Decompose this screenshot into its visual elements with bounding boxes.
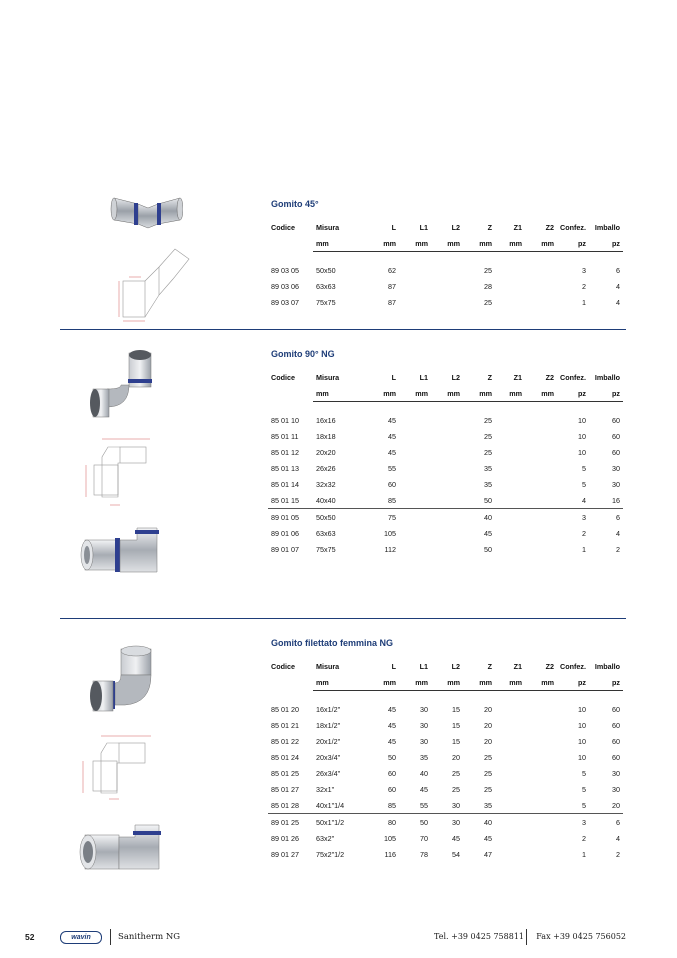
table-cell — [525, 701, 557, 717]
wavin-logo — [60, 931, 102, 944]
table-cell: 40 — [463, 509, 495, 526]
table-cell: 28 — [484, 281, 492, 291]
table-cell — [495, 733, 525, 749]
spec-table — [268, 658, 623, 862]
table-cell: 45 — [388, 447, 396, 457]
table-cell: 55 — [388, 463, 396, 473]
section-divider — [60, 329, 626, 330]
table-cell: 20 — [452, 752, 460, 762]
table-cell: 32x1" — [316, 784, 335, 794]
table-cell: 2 — [582, 528, 586, 538]
table-cell — [525, 733, 557, 749]
table-cell: 25 — [484, 431, 492, 441]
table-cell: 3 — [557, 509, 589, 526]
table-row — [268, 525, 623, 541]
table-cell: 2 — [582, 281, 586, 291]
table-cell: 50x50 — [316, 265, 336, 275]
table-cell: 6 — [589, 814, 623, 831]
table-cell: 62 — [388, 265, 396, 275]
table-header-row: Codice Misura L L1 L2 Z Z1 Z2 Confez. Imballo — [271, 372, 620, 382]
table-cell: 45 — [388, 431, 396, 441]
table-cell: 50x1"1/2 — [313, 814, 357, 831]
table-cell: 30 — [612, 784, 620, 794]
table-cell: 75 — [357, 509, 399, 526]
table-row — [268, 278, 623, 294]
table-cell: 2 — [582, 833, 586, 843]
table-cell — [431, 525, 463, 541]
table-cell: 85 01 14 — [271, 479, 299, 489]
table-header-row: Codice Misura L L1 L2 Z Z1 Z2 Confez. Imballo — [271, 222, 620, 232]
table-cell — [525, 846, 557, 862]
table-cell: 60 — [612, 736, 620, 746]
table-cell: 85 01 10 — [271, 415, 299, 425]
table-cell: 26x3/4" — [316, 768, 341, 778]
table-cell: 20 — [484, 736, 492, 746]
table-cell: 25 — [484, 265, 492, 275]
table-cell: 45 — [484, 528, 492, 538]
table-row — [268, 428, 623, 444]
table-cell: 60 — [388, 784, 396, 794]
table-cell: 35 — [484, 800, 492, 810]
table-cell — [399, 492, 431, 509]
table-cell: 10 — [578, 704, 586, 714]
table-cell: 10 — [578, 736, 586, 746]
table-cell: 20 — [484, 720, 492, 730]
table-cell: 25 — [452, 784, 460, 794]
table-cell: 2 — [616, 544, 620, 554]
table-cell: 85 01 27 — [271, 784, 299, 794]
table-cell: 63x2" — [316, 833, 335, 843]
table-cell: 15 — [452, 704, 460, 714]
table-cell: 60 — [388, 768, 396, 778]
table-cell — [495, 460, 525, 476]
table-cell: 60 — [612, 415, 620, 425]
table-cell: 50x50 — [313, 509, 357, 526]
table-cell — [525, 278, 557, 294]
product-photo-elbow-90 — [85, 345, 165, 425]
table-cell — [495, 781, 525, 797]
table-cell: 10 — [578, 447, 586, 457]
table-cell: 1 — [582, 297, 586, 307]
table-cell: 40x40 — [316, 495, 336, 505]
table-cell — [495, 278, 525, 294]
technical-drawing-elbow-90 — [80, 435, 160, 510]
page-number: 52 — [25, 932, 35, 942]
footer-divider — [110, 929, 111, 945]
table-cell: 25 — [484, 768, 492, 778]
table-cell — [495, 749, 525, 765]
table-cell: 1 — [582, 849, 586, 859]
table-cell: 30 — [612, 463, 620, 473]
table-cell: 45 — [420, 784, 428, 794]
table-cell: 45 — [452, 833, 460, 843]
table-cell: 85 — [388, 800, 396, 810]
table-header-row: Codice Misura L L1 L2 Z Z1 Z2 Confez. Imballo — [271, 661, 620, 671]
product-photo-elbow-90-large — [75, 520, 170, 585]
table-cell: 40 — [420, 768, 428, 778]
table-cell — [495, 701, 525, 717]
table-cell: 75x75 — [316, 544, 336, 554]
table-cell — [525, 814, 557, 831]
table-cell: 25 — [484, 752, 492, 762]
table-cell: 50 — [484, 544, 492, 554]
spec-table — [268, 369, 623, 557]
table-cell: 5 — [582, 479, 586, 489]
table-cell: 89 01 07 — [271, 544, 299, 554]
table-cell — [495, 846, 525, 862]
section-title: Gomito 90° NG — [271, 349, 335, 359]
table-cell: 78 — [420, 849, 428, 859]
table-cell: 30 — [431, 814, 463, 831]
table-cell — [495, 830, 525, 846]
table-cell: 60 — [612, 431, 620, 441]
table-cell: 85 01 11 — [271, 431, 299, 441]
product-photo-elbow-45 — [108, 190, 183, 230]
table-cell: 16x1/2" — [316, 704, 341, 714]
table-cell: 50 — [399, 814, 431, 831]
table-row — [268, 846, 623, 862]
table-cell — [431, 294, 463, 310]
table-cell: 26x26 — [316, 463, 336, 473]
table-cell: 40x1"1/4 — [316, 800, 345, 810]
table-cell: 4 — [616, 833, 620, 843]
table-cell: 85 01 22 — [271, 736, 299, 746]
table-cell: 70 — [420, 833, 428, 843]
table-cell: 55 — [420, 800, 428, 810]
table-units-row: mm mm mm mm mm mm mm pz pz — [268, 674, 623, 691]
table-cell: 20x20 — [316, 447, 336, 457]
table-cell: 60 — [612, 720, 620, 730]
table-cell: 85 01 24 — [271, 752, 299, 762]
table-cell: 4 — [616, 281, 620, 291]
table-cell: 45 — [388, 720, 396, 730]
table-cell: 50 — [484, 495, 492, 505]
table-cell: 85 01 28 — [271, 800, 299, 810]
table-cell: 30 — [420, 704, 428, 714]
table-row — [268, 476, 623, 492]
table-cell: 50 — [388, 752, 396, 762]
table-cell — [495, 797, 525, 814]
table-cell: 15 — [452, 736, 460, 746]
spec-table — [268, 219, 623, 310]
table-cell — [399, 278, 431, 294]
table-cell — [399, 509, 431, 526]
brand-name: Sanitherm NG — [118, 932, 181, 942]
table-cell: 45 — [388, 704, 396, 714]
table-cell: 18x1/2" — [316, 720, 341, 730]
table-cell: 5 — [582, 768, 586, 778]
footer-divider — [526, 929, 527, 945]
table-row — [268, 717, 623, 733]
table-cell — [525, 830, 557, 846]
table-cell: 20 — [484, 704, 492, 714]
table-cell: 89 01 06 — [271, 528, 299, 538]
table-cell — [525, 525, 557, 541]
table-cell: 89 03 05 — [271, 265, 299, 275]
table-row — [268, 749, 623, 765]
table-cell — [495, 765, 525, 781]
table-cell — [525, 428, 557, 444]
table-cell: 25 — [484, 784, 492, 794]
section-title: Gomito 45° — [271, 199, 319, 209]
table-cell — [431, 492, 463, 509]
table-cell — [525, 262, 557, 278]
table-cell: 35 — [420, 752, 428, 762]
table-cell — [495, 814, 525, 831]
table-cell — [399, 294, 431, 310]
table-row — [268, 781, 623, 797]
table-cell: 85 01 15 — [271, 495, 299, 505]
table-cell: 4 — [616, 297, 620, 307]
table-cell: 89 03 06 — [271, 281, 299, 291]
table-cell: 105 — [384, 833, 396, 843]
page-footer — [0, 930, 677, 946]
table-cell — [525, 412, 557, 428]
table-cell: 4 — [582, 495, 586, 505]
table-cell — [525, 460, 557, 476]
table-row — [268, 509, 623, 526]
table-cell — [495, 541, 525, 557]
table-cell: 89 01 05 — [268, 509, 313, 526]
table-cell: 45 — [388, 415, 396, 425]
table-row — [268, 262, 623, 278]
table-cell — [431, 541, 463, 557]
table-cell: 5 — [582, 800, 586, 810]
table-cell — [495, 444, 525, 460]
table-cell: 89 01 25 — [268, 814, 313, 831]
table-row — [268, 444, 623, 460]
table-units-row: mm mm mm mm mm mm mm pz pz — [268, 385, 623, 402]
table-cell: 16x16 — [316, 415, 336, 425]
table-cell: 30 — [612, 479, 620, 489]
table-cell: 6 — [589, 509, 623, 526]
table-cell — [525, 444, 557, 460]
table-cell — [431, 460, 463, 476]
table-cell — [525, 797, 557, 814]
table-cell: 85 01 13 — [271, 463, 299, 473]
table-cell: 30 — [612, 768, 620, 778]
table-cell — [525, 717, 557, 733]
table-cell — [525, 765, 557, 781]
table-cell: 25 — [484, 297, 492, 307]
table-cell: 60 — [612, 704, 620, 714]
table-cell: 10 — [578, 720, 586, 730]
table-cell: 89 01 26 — [271, 833, 299, 843]
table-cell — [431, 509, 463, 526]
table-cell: 75x75 — [316, 297, 336, 307]
table-cell: 116 — [384, 849, 396, 859]
table-cell: 87 — [388, 281, 396, 291]
table-cell: 20 — [612, 800, 620, 810]
table-cell: 16 — [612, 495, 620, 505]
table-row — [268, 294, 623, 310]
table-cell: 45 — [388, 736, 396, 746]
table-cell — [431, 262, 463, 278]
table-cell: 1 — [582, 544, 586, 554]
table-cell — [495, 428, 525, 444]
table-cell — [495, 509, 525, 526]
table-cell: 45 — [484, 833, 492, 843]
section-divider — [60, 618, 626, 619]
table-cell — [525, 294, 557, 310]
section-title: Gomito filettato femmina NG — [271, 638, 394, 648]
table-row — [268, 765, 623, 781]
table-cell — [431, 428, 463, 444]
table-cell: 20x1/2" — [316, 736, 341, 746]
table-row — [268, 541, 623, 557]
table-cell: 85 01 21 — [271, 720, 299, 730]
table-cell: 60 — [612, 447, 620, 457]
table-cell — [525, 749, 557, 765]
table-cell: 3 — [582, 265, 586, 275]
table-cell: 60 — [388, 479, 396, 489]
table-cell: 2 — [616, 849, 620, 859]
table-cell — [495, 525, 525, 541]
table-cell: 15 — [452, 720, 460, 730]
table-cell: 105 — [384, 528, 396, 538]
table-cell: 63x63 — [316, 281, 336, 291]
product-photo-threaded-elbow-large — [75, 815, 170, 885]
table-cell — [495, 476, 525, 492]
table-cell: 80 — [357, 814, 399, 831]
table-cell — [431, 278, 463, 294]
table-cell: 85 — [388, 495, 396, 505]
table-cell — [431, 476, 463, 492]
table-units-row: mm mm mm mm mm mm mm pz pz — [268, 235, 623, 252]
table-row — [268, 460, 623, 476]
table-cell — [399, 476, 431, 492]
table-cell: 3 — [557, 814, 589, 831]
table-cell: 10 — [578, 752, 586, 762]
table-cell: 85 01 25 — [271, 768, 299, 778]
table-cell: 10 — [578, 415, 586, 425]
table-cell — [495, 294, 525, 310]
table-cell — [399, 262, 431, 278]
table-cell — [525, 781, 557, 797]
table-cell: 30 — [420, 736, 428, 746]
table-row — [268, 412, 623, 428]
table-cell: 63x63 — [316, 528, 336, 538]
table-cell: 40 — [463, 814, 495, 831]
table-cell: 20x3/4" — [316, 752, 341, 762]
logo-text: wavin — [71, 934, 91, 941]
table-cell: 85 01 20 — [271, 704, 299, 714]
table-cell: 5 — [582, 784, 586, 794]
table-cell: 54 — [452, 849, 460, 859]
table-cell: 25 — [484, 415, 492, 425]
table-cell: 75x2"1/2 — [316, 849, 345, 859]
table-cell: 30 — [420, 720, 428, 730]
table-cell — [431, 412, 463, 428]
table-row — [268, 701, 623, 717]
technical-drawing-threaded-elbow — [75, 733, 160, 805]
telephone: Tel. +39 0425 758811 — [434, 932, 524, 941]
table-row — [268, 797, 623, 814]
table-cell: 6 — [616, 265, 620, 275]
table-cell — [399, 444, 431, 460]
table-cell: 18x18 — [316, 431, 336, 441]
table-cell — [399, 428, 431, 444]
table-cell: 85 01 12 — [271, 447, 299, 457]
table-cell: 60 — [612, 752, 620, 762]
technical-drawing-elbow-45 — [115, 245, 195, 325]
table-cell — [431, 444, 463, 460]
table-cell — [399, 541, 431, 557]
table-cell: 112 — [384, 544, 396, 554]
table-cell: 10 — [578, 431, 586, 441]
table-cell — [495, 492, 525, 509]
table-row — [268, 733, 623, 749]
table-cell: 89 03 07 — [271, 297, 299, 307]
table-cell — [525, 492, 557, 509]
table-row — [268, 814, 623, 831]
product-photo-threaded-elbow — [85, 643, 165, 723]
table-cell: 89 01 27 — [271, 849, 299, 859]
table-cell — [525, 509, 557, 526]
table-cell: 87 — [388, 297, 396, 307]
table-cell — [525, 476, 557, 492]
table-cell: 4 — [616, 528, 620, 538]
table-cell: 5 — [582, 463, 586, 473]
table-cell: 25 — [452, 768, 460, 778]
fax: Fax +39 0425 756052 — [536, 932, 626, 941]
table-row — [268, 492, 623, 509]
table-cell: 35 — [484, 463, 492, 473]
table-cell — [495, 262, 525, 278]
table-cell — [525, 541, 557, 557]
table-cell: 25 — [484, 447, 492, 457]
table-cell: 35 — [484, 479, 492, 489]
table-cell — [495, 717, 525, 733]
table-row — [268, 830, 623, 846]
table-cell: 30 — [452, 800, 460, 810]
table-cell — [399, 525, 431, 541]
table-cell — [399, 412, 431, 428]
table-cell — [399, 460, 431, 476]
table-cell: 32x32 — [316, 479, 336, 489]
table-cell: 47 — [484, 849, 492, 859]
table-cell — [495, 412, 525, 428]
